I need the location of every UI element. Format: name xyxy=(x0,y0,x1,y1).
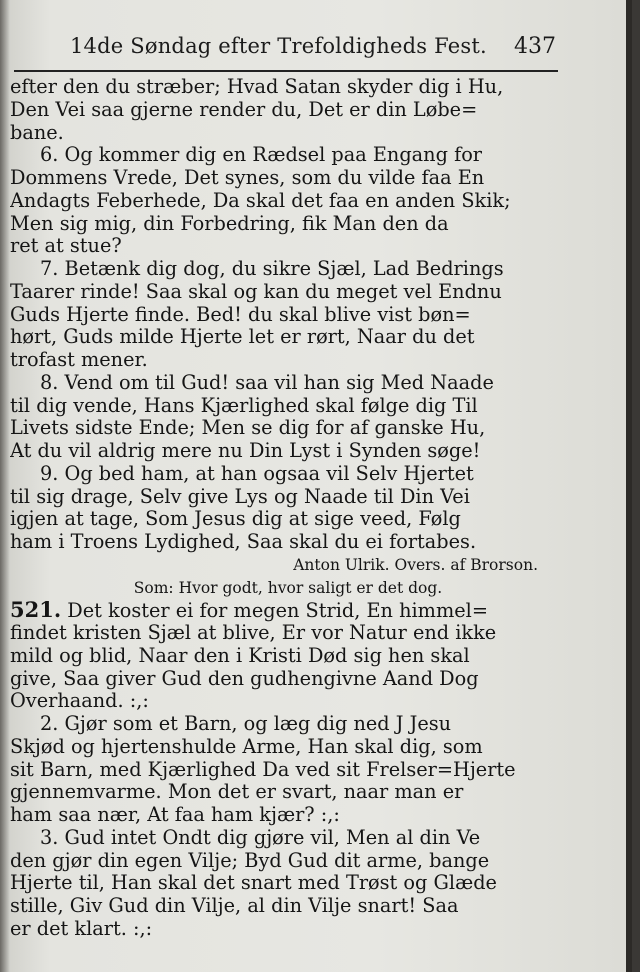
text-line: Taarer rinde! Saa skal og kan du meget vel Endnu xyxy=(10,280,502,303)
text-line: Hjerte til, Han skal det snart med Trøst og Glæde xyxy=(10,872,497,895)
text-line: igjen at tage, Som Jesus dig at sige veed, Følg xyxy=(10,508,461,531)
text-line: Dommens Vrede, Det synes, som du vilde faa En xyxy=(10,167,485,189)
verse-8-start: 8. Vend om til Gud! saa vil han sig Med Naade xyxy=(40,371,494,394)
verse-9-start: 9. Og bed ham, at han ogsaa vil Selv Hjertet xyxy=(40,462,474,485)
text-line: Men sig mig, din Forbedring, fik Man den da xyxy=(10,212,449,235)
page-number: 437 xyxy=(514,34,556,59)
text-line: er det klart. :,: xyxy=(10,917,153,940)
text-line: Guds Hjerte finde. Bed! du skal blive vist bøn= xyxy=(10,303,471,326)
text-line: den gjør din egen Vilje; Byd Gud dit arme, bange xyxy=(10,849,490,872)
author-attribution: Anton Ulrik. Overs. af Brorson. xyxy=(293,555,538,574)
verse-3-start: 3. Gud intet Ondt dig gjøre vil, Men al din Ve xyxy=(40,826,481,849)
text-line: til dig vende, Hans Kjærlighed skal følge dig Til xyxy=(10,394,478,417)
text-line: hørt, Guds milde Hjerte let er rørt, Naar du det xyxy=(10,326,475,349)
hymn-521-first-line xyxy=(10,599,566,622)
text-line: ham i Troens Lydighed, Saa skal du ei fortabes. xyxy=(10,531,477,553)
verse-2-start: 2. Gjør som et Barn, og læg dig ned J Jesu xyxy=(40,713,452,735)
text-line: At du vil aldrig mere nu Din Lyst i Synden søge! xyxy=(10,440,481,462)
running-title: 14de Søndag efter Trefoldigheds Fest. xyxy=(70,34,487,58)
page-gutter-shadow xyxy=(0,0,10,972)
text-line: Den Vei saa gjerne render du, Det er din Løbe= xyxy=(10,98,478,121)
text-line: Overhaand. :,: xyxy=(10,690,149,713)
text-line: sit Barn, med Kjærlighed Da ved sit Frelser=Hjerte xyxy=(10,758,516,781)
text-line: ret at stue? xyxy=(10,235,122,258)
melody-line: Som: Hvor godt, hvor saligt er det dog. xyxy=(133,578,443,597)
text-line: give, Saa giver Gud den gudhengivne Aand Dog xyxy=(10,667,479,690)
text-line: Skjød og hjertenshulde Arme, Han skal dig, som xyxy=(10,735,483,758)
running-header xyxy=(70,34,556,68)
text-line: ham saa nær, At faa ham kjær? :,: xyxy=(10,804,340,826)
hymn-first-line-text: Det koster ei for megen Strid, En himmel= xyxy=(67,599,488,622)
text-line: efter den du stræber; Hvad Satan skyder dig i Hu, xyxy=(10,76,504,98)
verse-6-start: 6. Og kommer dig en Rædsel paa Engang for xyxy=(40,144,483,167)
text-line: gjennemvarme. Mon det er svart, naar man er xyxy=(10,781,464,804)
verse-7-start: 7. Betænk dig dog, du sikre Sjæl, Lad Bedrings xyxy=(40,258,504,280)
text-line: trofast mener. xyxy=(10,349,148,371)
text-line: stille, Giv Gud din Vilje, al din Vilje snart! Saa xyxy=(10,895,459,917)
text-line: Andagts Feberhede, Da skal det faa en anden Skik; xyxy=(10,189,511,212)
header-rule xyxy=(14,70,558,72)
hymn-number: 521. xyxy=(10,599,62,622)
text-line: mild og blid, Naar den i Kristi Død sig hen skal xyxy=(10,644,470,667)
text-line: til sig drage, Selv give Lys og Naade til Din Vei xyxy=(10,485,470,508)
text-line: Livets sidste Ende; Men se dig for af ganske Hu, xyxy=(10,417,486,440)
text-line: bane. xyxy=(10,121,64,144)
text-line: findet kristen Sjæl at blive, Er vor Natur end ikke xyxy=(10,622,497,644)
page-body xyxy=(10,76,566,941)
